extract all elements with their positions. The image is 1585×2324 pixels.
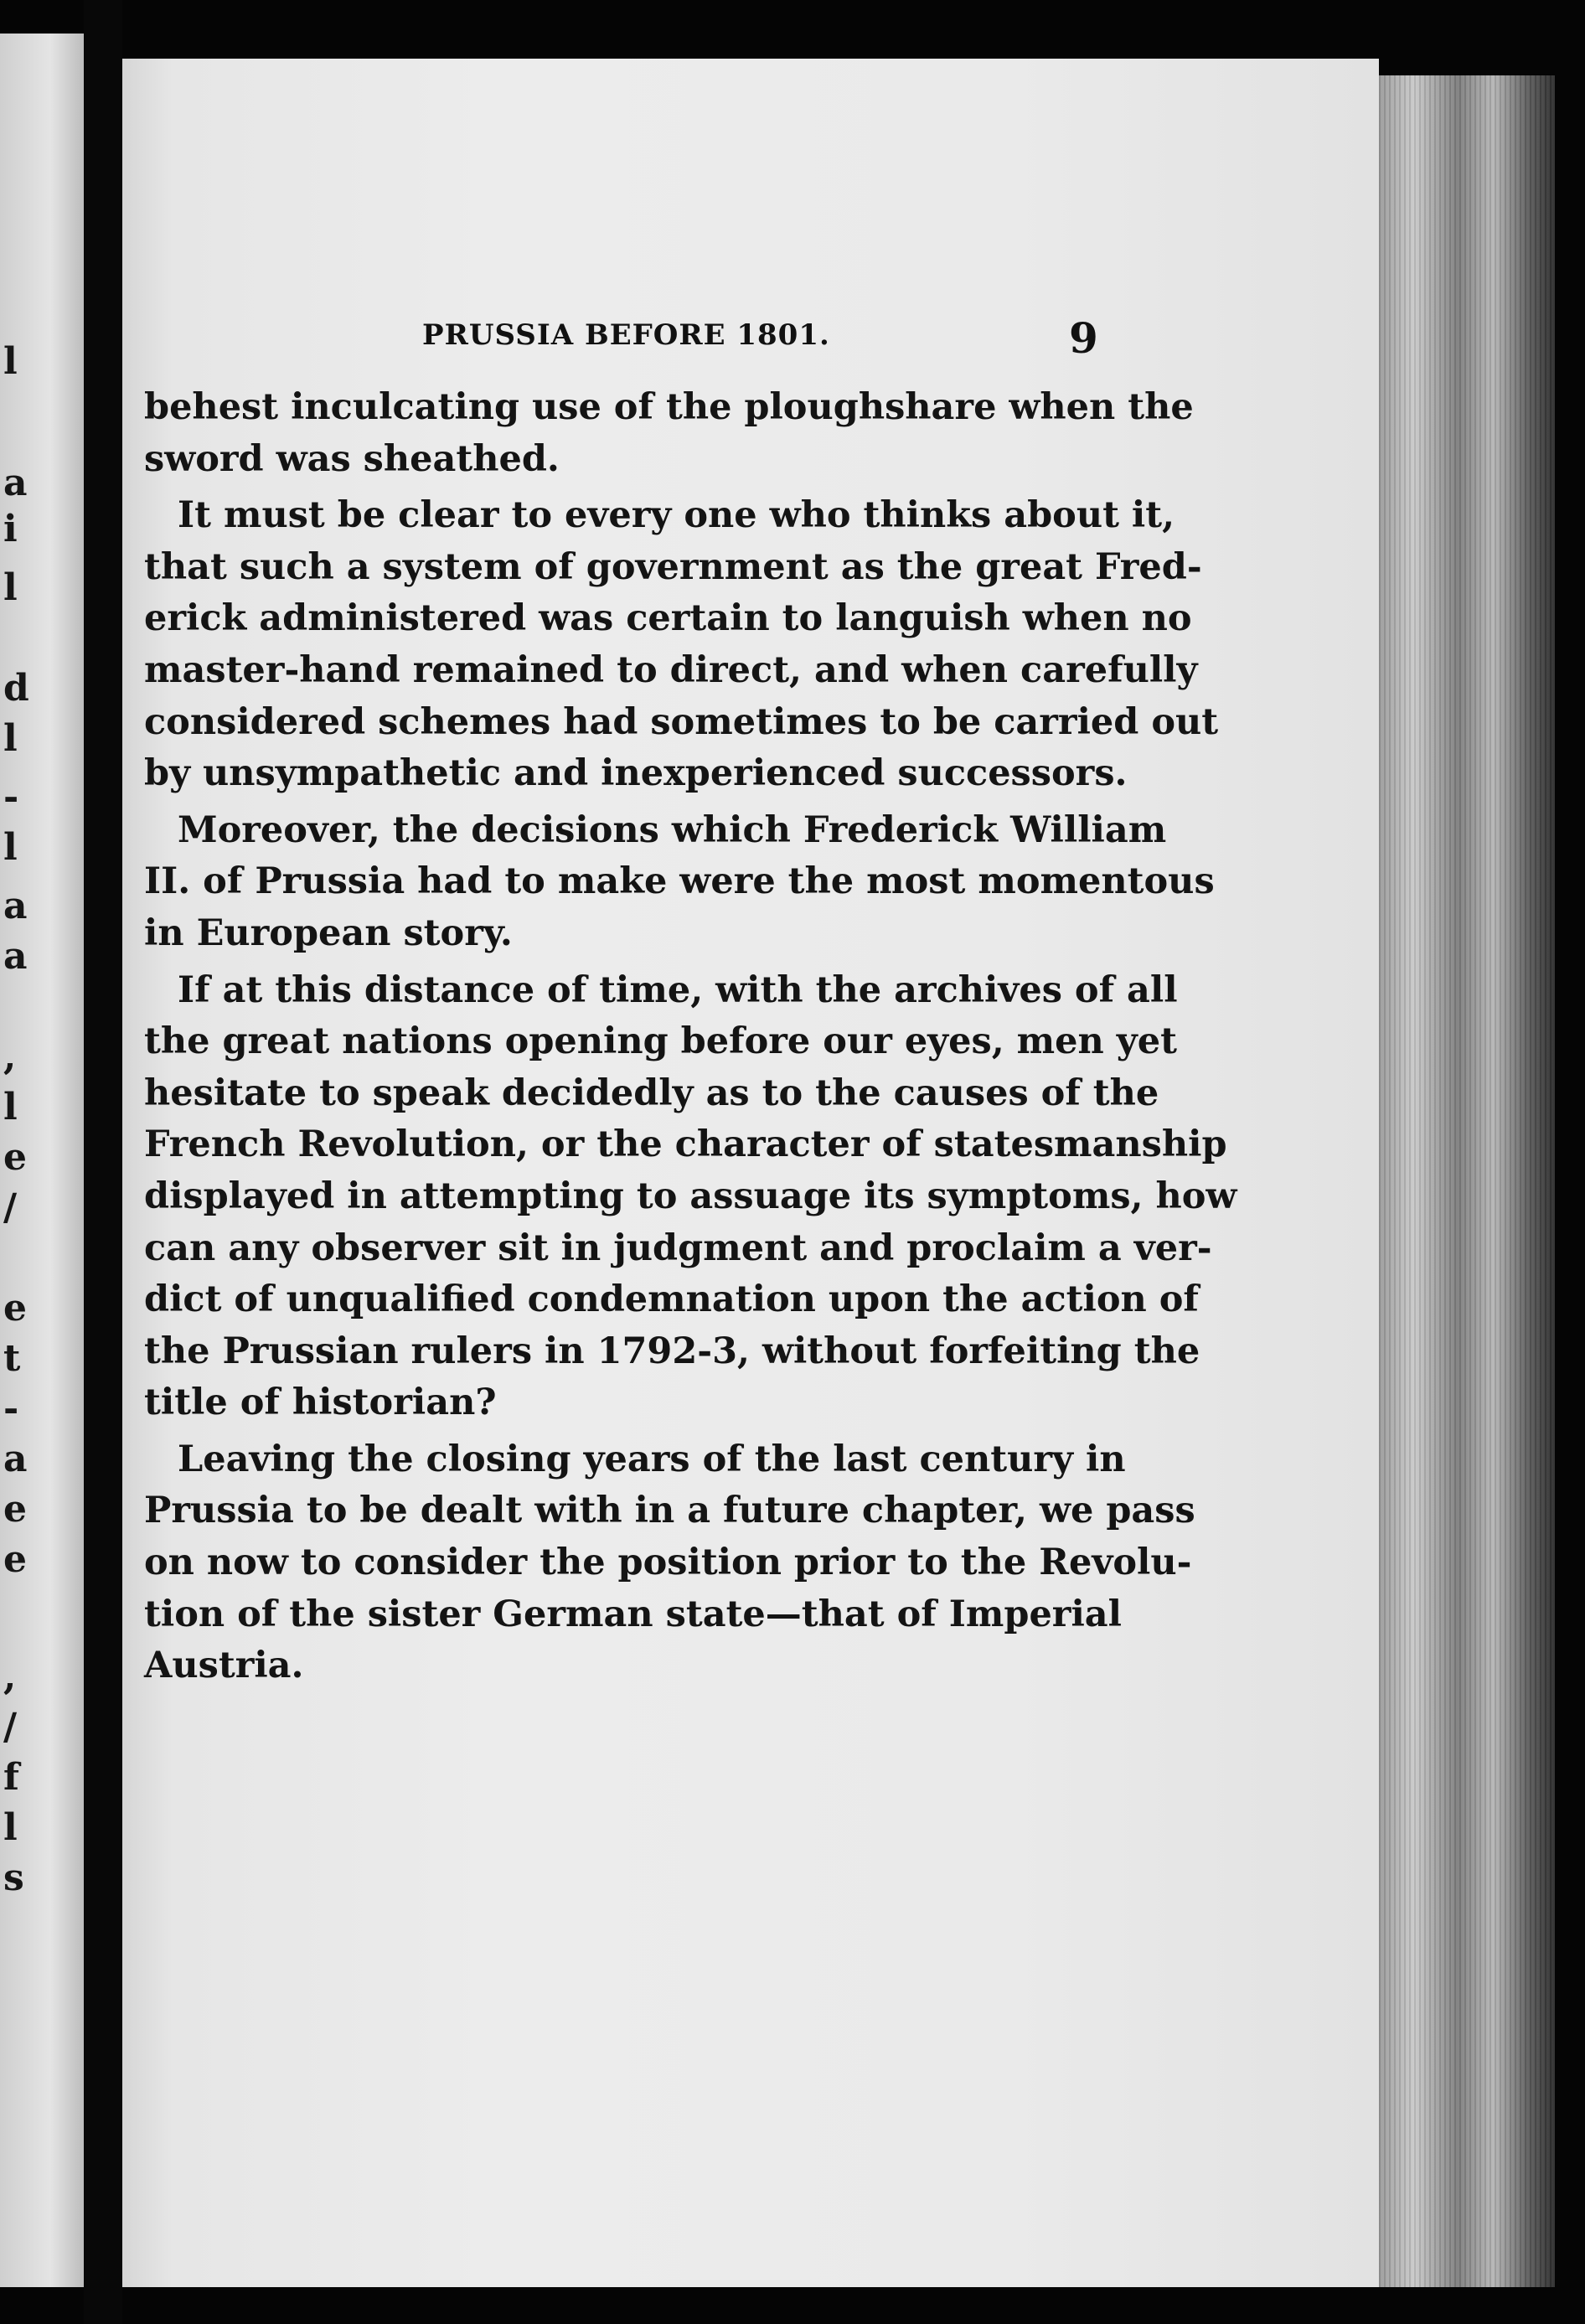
body-text (144, 382, 1237, 1692)
running-head-title: PRUSSIA BEFORE 1801. (422, 318, 830, 352)
text-line: title of historian? (144, 1381, 497, 1424)
text-line: II. of Prussia had to make were the most momentous (144, 860, 1215, 903)
left-page-glyph: l (3, 1086, 18, 1128)
left-page-glyph: e (3, 1538, 27, 1581)
text-line: considered schemes had sometimes to be carried out (144, 700, 1219, 743)
text-line: can any observer sit in judgment and proclaim a ver- (144, 1227, 1212, 1269)
text-line: master-hand remained to direct, and when carefully (144, 648, 1198, 691)
left-page-glyph: e (3, 1488, 27, 1531)
left-page-glyph: i (3, 508, 18, 550)
page-edge-stack (1379, 75, 1555, 2287)
text-line: Prussia to be dealt with in a future chapter, we pass (144, 1490, 1195, 1532)
left-page-glyph: , (3, 1035, 17, 1078)
page-number: 9 (1069, 313, 1098, 363)
text-line: by unsympathetic and inexperienced successors. (144, 752, 1128, 795)
left-page-glyph: l (3, 1806, 18, 1849)
left-page-glyph: d (3, 667, 29, 710)
left-page-glyph: - (3, 1387, 19, 1430)
left-page-glyph: , (3, 1655, 17, 1698)
left-page-glyph: f (3, 1756, 19, 1799)
left-page-glyph: / (3, 1706, 18, 1748)
text-line: If at this distance of time, with the archives of all (178, 968, 1178, 1011)
text-line: that such a system of government as the great Fred- (144, 545, 1202, 588)
text-line: on now to consider the position prior to the Revolu- (144, 1542, 1192, 1584)
left-page-glyph: a (3, 885, 28, 927)
text-line: French Revolution, or the character of statesmanship (144, 1123, 1227, 1166)
left-page-glyph: e (3, 1136, 27, 1179)
left-page-glyph: l (3, 717, 18, 760)
left-page-glyph: a (3, 462, 28, 504)
text-line: in European story. (144, 912, 513, 954)
left-page-glyph: t (3, 1337, 21, 1380)
text-line: the Prussian rulers in 1792-3, without forfeiting the (144, 1330, 1200, 1372)
left-page-glyph: / (3, 1186, 18, 1229)
text-line: tion of the sister German state—that of Imperial (144, 1593, 1122, 1635)
text-line: It must be clear to every one who thinks about it, (178, 494, 1175, 537)
left-page-glyph: e (3, 1287, 27, 1330)
text-line: erick administered was certain to languish when no (144, 597, 1192, 640)
left-page-glyph: l (3, 826, 18, 869)
left-page-glyph: s (3, 1857, 24, 1899)
left-page-glyph: a (3, 935, 28, 978)
text-line: behest inculcating use of the ploughshare when the (144, 386, 1194, 428)
left-page-glyph: l (3, 340, 18, 383)
left-page-glyph: - (3, 776, 19, 819)
text-line: hesitate to speak decidedly as to the causes of the (144, 1072, 1159, 1114)
left-page-glyph: l (3, 566, 18, 609)
book-gutter (84, 0, 122, 2324)
text-line: the great nations opening before our eyes, men yet (144, 1020, 1177, 1063)
text-line: displayed in attempting to assuage its symptoms, how (144, 1175, 1237, 1217)
running-head (122, 313, 1379, 372)
left-facing-page-edge (0, 34, 84, 2287)
text-line: sword was sheathed. (144, 437, 560, 480)
text-line: dict of unqualified condemnation upon the action of (144, 1278, 1199, 1321)
text-line: Austria. (144, 1645, 304, 1687)
text-line: Moreover, the decisions which Frederick William (178, 808, 1167, 851)
left-page-glyph: a (3, 1438, 28, 1480)
text-line: Leaving the closing years of the last century in (178, 1438, 1126, 1480)
